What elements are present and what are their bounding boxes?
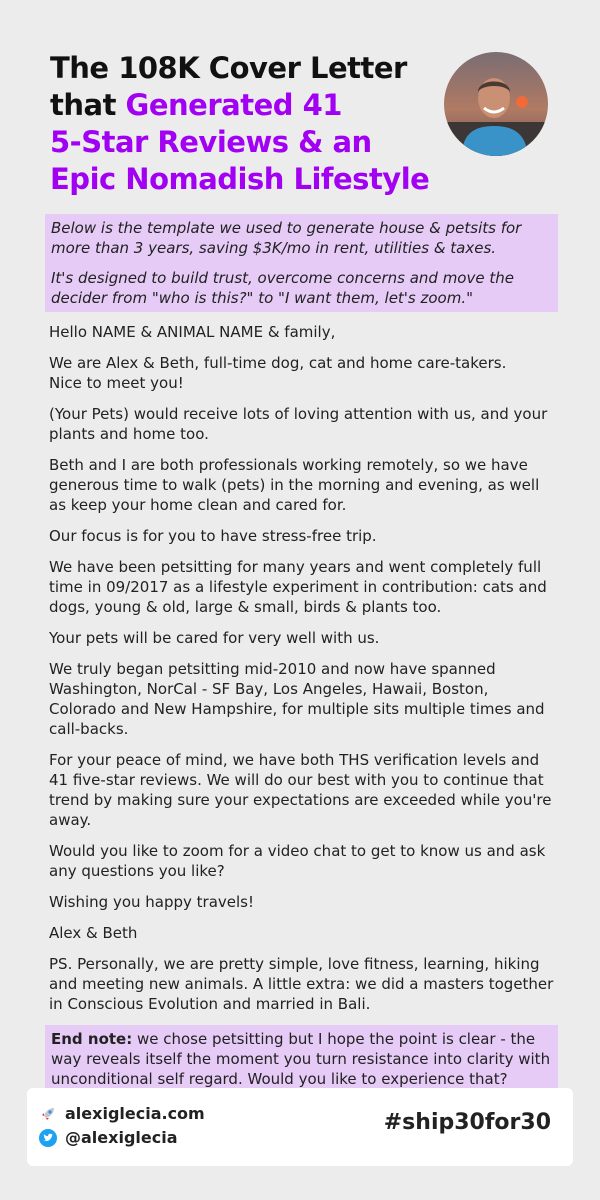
letter-body xyxy=(45,322,558,1014)
footer xyxy=(27,1088,573,1166)
end-note-text: we chose petsitting but I hope the point is clear - the way reveals itself the moment you turn resistance into clarity with unconditional self regard. Would you like to experience that? xyxy=(51,1030,551,1088)
twitter-link[interactable] xyxy=(39,1128,178,1147)
twitter-bird-icon xyxy=(39,1129,57,1147)
intro-paragraph: Below is the template we used to generate house & petsits for more than 3 years, saving $3K/mo in rent, utilities & taxes. xyxy=(51,219,522,257)
letter-paragraph: We are Alex & Beth, full-time dog, cat and home care-takers. Nice to meet you! xyxy=(49,354,507,392)
letter-closing: Wishing you happy travels! xyxy=(49,893,255,911)
avatar xyxy=(444,52,548,156)
letter-paragraph: Beth and I are both professionals working remotely, so we have generous time to walk (pets) in the morning and evening, as well as keep your home clean and cared for. xyxy=(49,456,540,514)
header xyxy=(50,50,450,198)
letter-paragraph: We have been petsitting for many years and went completely full time in 09/2017 as a lifestyle experiment in contribution: cats and dogs, young & old, large & small, birds & plants too. xyxy=(49,558,547,616)
letter-paragraph: Your pets will be cared for very well with us. xyxy=(49,629,380,647)
intro-box xyxy=(45,214,558,312)
letter-paragraph: Our focus is for you to have stress-free trip. xyxy=(49,527,377,545)
hashtag: #ship30for30 xyxy=(383,1110,551,1135)
content xyxy=(45,214,558,1093)
end-note-box xyxy=(45,1025,558,1093)
letter-paragraph: (Your Pets) would receive lots of loving attention with us, and your plants and home too. xyxy=(49,405,548,443)
page-title xyxy=(50,50,450,198)
letter-greeting: Hello NAME & ANIMAL NAME & family, xyxy=(49,323,336,341)
title-line-1: The 108K Cover Letter xyxy=(50,51,407,85)
website-text: alexiglecia.com xyxy=(65,1104,205,1123)
letter-signature: Alex & Beth xyxy=(49,924,138,942)
title-line-4: Epic Nomadish Lifestyle xyxy=(50,162,430,196)
title-line-2-prefix: that xyxy=(50,88,126,122)
end-note-label: End note: xyxy=(51,1030,133,1048)
website-link[interactable] xyxy=(39,1104,205,1123)
letter-ps: PS. Personally, we are pretty simple, love fitness, learning, hiking and meeting new animals. A little extra: we did a masters together in Conscious Evolution and married in Bali. xyxy=(49,955,554,1013)
letter-paragraph: For your peace of mind, we have both THS verification levels and 41 five-star reviews. We will do our best with you to continue that trend by making sure your expectations are exceeded while you're away. xyxy=(49,751,552,829)
end-note xyxy=(51,1029,552,1089)
twitter-handle: @alexiglecia xyxy=(65,1128,178,1147)
letter-paragraph: We truly began petsitting mid-2010 and now have spanned Washington, NorCal - SF Bay, Los Angeles, Hawaii, Boston, Colorado and New Hampshire, for multiple sits multiple times and call-backs. xyxy=(49,660,545,738)
portrait-photo-icon xyxy=(444,52,548,156)
letter-paragraph: Would you like to zoom for a video chat to get to know us and ask any questions you like? xyxy=(49,842,546,880)
title-line-2-accent: Generated 41 xyxy=(125,88,342,122)
intro-paragraph: It's designed to build trust, overcome concerns and move the decider from "who is this?" to "I want them, let's zoom." xyxy=(51,269,514,307)
title-line-3: 5-Star Reviews & an xyxy=(50,125,372,159)
rocket-icon xyxy=(39,1105,57,1123)
